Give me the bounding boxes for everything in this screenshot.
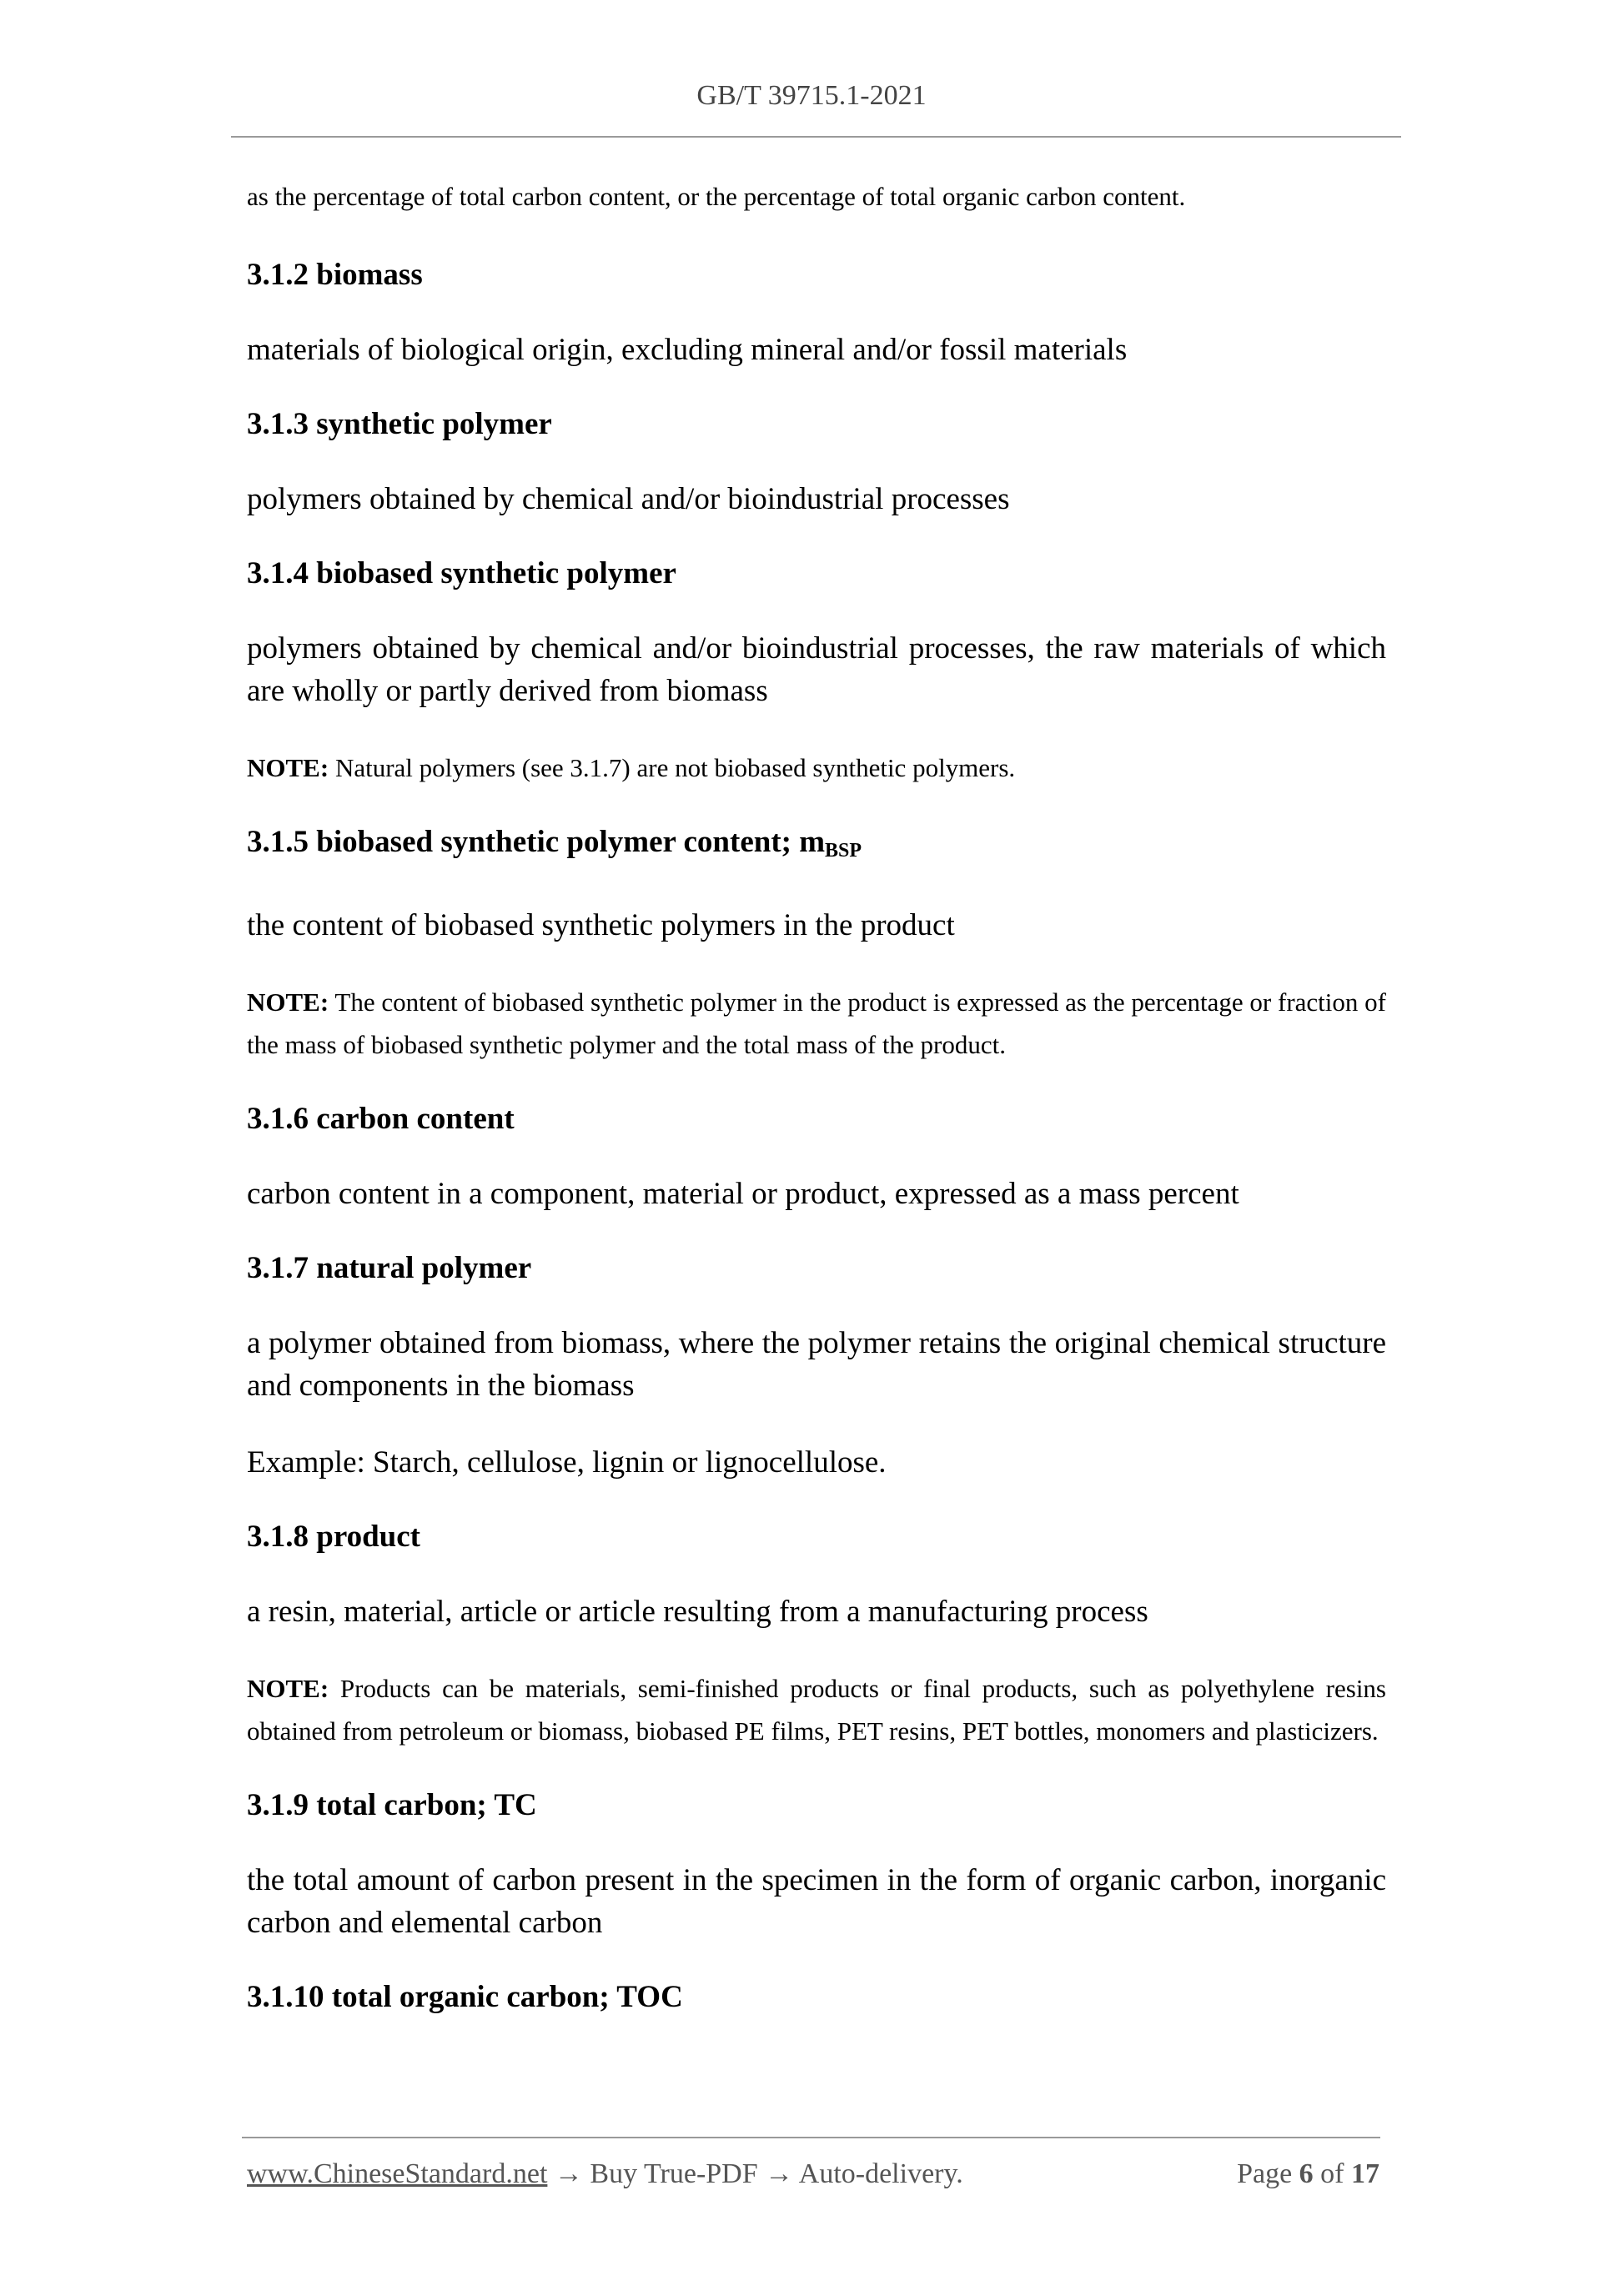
buy-text: Buy True-PDF <box>590 2158 758 2189</box>
heading-3-1-9: 3.1.9 total carbon; TC <box>247 1788 537 1822</box>
heading-3-1-3: 3.1.3 synthetic polymer <box>247 407 552 441</box>
heading-3-1-5 <box>247 823 1386 870</box>
note-label: NOTE: <box>247 753 329 782</box>
heading-3-1-2: 3.1.2 biomass <box>247 258 423 292</box>
note-text: Natural polymers (see 3.1.7) are not biobased synthetic polymers. <box>329 753 1016 782</box>
arrow-icon: → <box>757 2158 799 2189</box>
of-label: of <box>1313 2158 1351 2189</box>
note-label: NOTE: <box>247 987 329 1017</box>
definition-3-1-5: the content of biobased synthetic polymers in the product <box>247 908 955 942</box>
heading-3-1-7: 3.1.7 natural polymer <box>247 1251 532 1285</box>
delivery-text: Auto-delivery. <box>798 2158 963 2189</box>
site-link[interactable]: www.ChineseStandard.net <box>247 2158 548 2189</box>
heading-3-1-4: 3.1.4 biobased synthetic polymer <box>247 556 676 590</box>
page-label: Page <box>1237 2158 1299 2189</box>
footer-divider <box>242 2137 1380 2138</box>
intro-text: as the percentage of total carbon content, or the percentage of total organic carbon content. <box>247 182 1186 211</box>
definition-3-1-9: the total amount of carbon present in the specimen in the form of organic carbon, inorganic carbon and elemental carbon <box>247 1863 1386 1940</box>
note-text: Products can be materials, semi-finished products or final products, such as polyethylene resins obtained from petroleum or biomass, biobased PE films, PET resins, PET bottles, monomers and plasticizers. <box>247 1674 1386 1746</box>
definition-3-1-8: a resin, material, article or article resulting from a manufacturing process <box>247 1595 1148 1629</box>
definition-3-1-2: materials of biological origin, excluding mineral and/or fossil materials <box>247 333 1128 367</box>
footer-links <box>247 2158 963 2190</box>
page-header: GB/T 39715.1-2021 <box>696 80 927 111</box>
definition-3-1-4: polymers obtained by chemical and/or bioindustrial processes, the raw materials of which are wholly or partly derived from biomass <box>247 631 1386 708</box>
arrow-icon: → <box>547 2158 590 2189</box>
heading-3-1-6: 3.1.6 carbon content <box>247 1102 515 1136</box>
heading-text: 3.1.5 biobased synthetic polymer content; m <box>247 825 826 859</box>
heading-3-1-8: 3.1.8 product <box>247 1520 420 1554</box>
definition-3-1-7: a polymer obtained from biomass, where the polymer retains the original chemical structure and components in the biomass <box>247 1326 1386 1403</box>
page-total: 17 <box>1351 2158 1379 2189</box>
definition-3-1-6: carbon content in a component, material or product, expressed as a mass percent <box>247 1177 1239 1211</box>
header-divider <box>231 136 1401 138</box>
page-indicator <box>1237 2158 1379 2190</box>
note-3-1-4 <box>247 746 1386 789</box>
example-3-1-7: Example: Starch, cellulose, lignin or lignocellulose. <box>247 1445 887 1480</box>
note-3-1-5 <box>247 981 1386 1066</box>
note-label: NOTE: <box>247 1674 329 1703</box>
heading-3-1-10: 3.1.10 total organic carbon; TOC <box>247 1980 683 2014</box>
page-number: 6 <box>1299 2158 1314 2189</box>
definition-3-1-3: polymers obtained by chemical and/or bioindustrial processes <box>247 482 1010 516</box>
heading-subscript: BSP <box>825 840 862 862</box>
document-body <box>247 175 1386 2051</box>
note-text: The content of biobased synthetic polymer in the product is expressed as the percentage or fraction of the mass of biobased synthetic polymer and the total mass of the product. <box>247 987 1386 1059</box>
note-3-1-8 <box>247 1667 1386 1752</box>
